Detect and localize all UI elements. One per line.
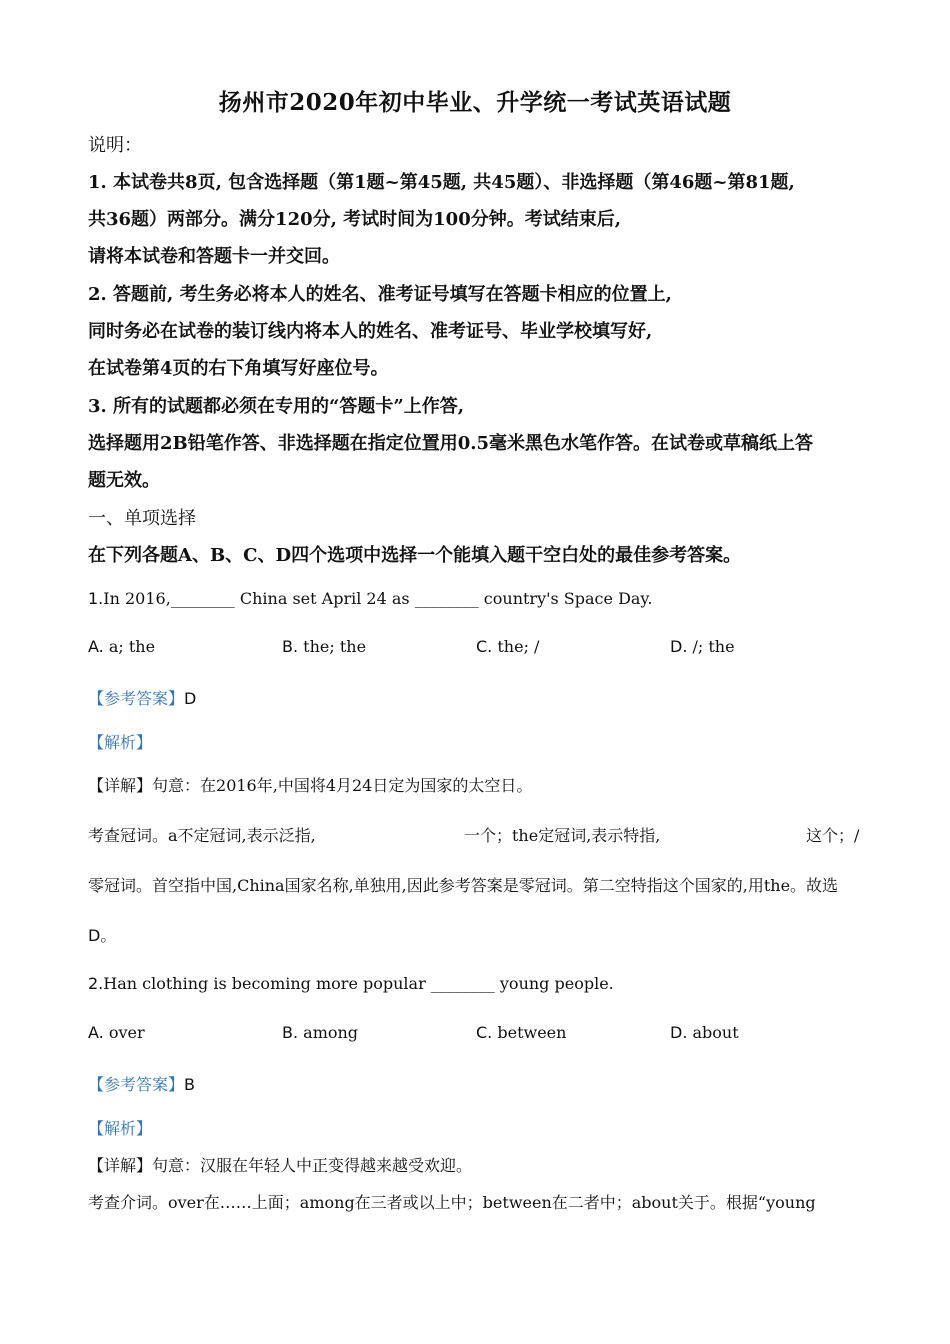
answer-value: B bbox=[184, 1075, 195, 1094]
option-text: about bbox=[692, 1023, 739, 1042]
option-text: a; the bbox=[108, 637, 156, 656]
answer-value: D bbox=[184, 689, 197, 708]
instructions-heading: 说明： bbox=[88, 135, 142, 156]
analysis-label: 【解析】 bbox=[88, 1119, 153, 1138]
option-text: among bbox=[303, 1023, 359, 1042]
question-number: 1. bbox=[88, 589, 104, 608]
instruction-line: 3. 所有的试题都必须在专用的“答题卡”上作答, bbox=[88, 396, 465, 417]
answer-line bbox=[88, 686, 196, 709]
option-letter: C. bbox=[476, 1023, 493, 1042]
section-heading: 一、单项选择 bbox=[88, 508, 196, 529]
answer-label: 【参考答案】 bbox=[88, 689, 185, 708]
detail-label: 【详解】 bbox=[88, 776, 153, 795]
option-letter: C. bbox=[476, 637, 493, 656]
option-c[interactable] bbox=[476, 1023, 566, 1042]
question-stem: Han clothing is becoming more popular ________ young people. bbox=[103, 974, 614, 993]
instruction-line: 请将本试卷和答题卡一并交回。 bbox=[88, 246, 340, 267]
option-letter: A. bbox=[88, 637, 104, 656]
instruction-line: 1. 本试卷共8页, 包含选择题（第1题~第45题, 共45题）、非选择题（第46题~第81题, bbox=[88, 172, 795, 193]
page-title: 扬州市2020年初中毕业、升学统一考试英语试题 bbox=[218, 89, 732, 116]
option-a[interactable] bbox=[88, 637, 155, 656]
detail-text: 句意：汉服在年轻人中正变得越来越受欢迎。 bbox=[152, 1156, 473, 1175]
detail-text: 句意：在2016年,中国将4月24日定为国家的太空日。 bbox=[152, 776, 533, 795]
answer-line bbox=[88, 1072, 195, 1095]
option-text: /; the bbox=[692, 637, 735, 656]
section-directions: 在下列各题A、B、C、D四个选项中选择一个能填入题干空白处的最佳参考答案。 bbox=[88, 545, 742, 566]
option-text: the; / bbox=[497, 637, 540, 656]
option-letter: B. bbox=[282, 637, 299, 656]
option-d[interactable] bbox=[670, 1023, 739, 1042]
explanation-continued: 零冠词。首空指中国,China国家名称,单独用,因此参考答案是零冠词。第二空特指这个国家的,用the。故选 bbox=[88, 876, 839, 895]
option-b[interactable] bbox=[282, 637, 366, 656]
explanation-part: 这个；/ bbox=[806, 826, 860, 845]
analysis-label: 【解析】 bbox=[88, 733, 153, 752]
option-letter: D. bbox=[670, 1023, 688, 1042]
option-text: the; the bbox=[303, 637, 367, 656]
detail-line bbox=[88, 1153, 472, 1176]
question-number: 2. bbox=[88, 974, 104, 993]
instruction-line: 共36题）两部分。满分120分, 考试时间为100分钟。考试结束后, bbox=[88, 209, 621, 230]
instruction-line: 在试卷第4页的右下角填写好座位号。 bbox=[88, 358, 389, 379]
question-stem: In 2016,________ China set April 24 as ________ country's Space Day. bbox=[103, 589, 653, 608]
option-c[interactable] bbox=[476, 637, 539, 656]
detail-line bbox=[88, 773, 532, 796]
detail-label: 【详解】 bbox=[88, 1156, 153, 1175]
answer-label: 【参考答案】 bbox=[88, 1075, 185, 1094]
instruction-line: 2. 答题前, 考生务必将本人的姓名、准考证号填写在答题卡相应的位置上, bbox=[88, 284, 672, 305]
option-text: between bbox=[497, 1023, 567, 1042]
explanation-part: 考查冠词。a不定冠词,表示泛指, bbox=[88, 826, 316, 845]
option-b[interactable] bbox=[282, 1023, 358, 1042]
explanation-end: D。 bbox=[88, 926, 117, 945]
instruction-line: 选择题用2B铅笔作答、非选择题在指定位置用0.5毫米黑色水笔作答。在试卷或草稿纸上答 bbox=[88, 433, 814, 454]
option-letter: D. bbox=[670, 637, 688, 656]
explanation-line: 考查介词。over在……上面；among在三者或以上中；between在二者中；about关于。根据“young bbox=[88, 1193, 816, 1212]
option-letter: B. bbox=[282, 1023, 299, 1042]
instruction-line: 同时务必在试卷的装订线内将本人的姓名、准考证号、毕业学校填写好, bbox=[88, 321, 653, 342]
option-d[interactable] bbox=[670, 637, 735, 656]
instruction-line: 题无效。 bbox=[88, 470, 160, 491]
question-1 bbox=[88, 589, 652, 608]
option-text: over bbox=[108, 1023, 145, 1042]
option-letter: A. bbox=[88, 1023, 104, 1042]
option-a[interactable] bbox=[88, 1023, 145, 1042]
explanation-part: 一个；the定冠词,表示特指, bbox=[464, 826, 661, 845]
question-2 bbox=[88, 974, 614, 993]
